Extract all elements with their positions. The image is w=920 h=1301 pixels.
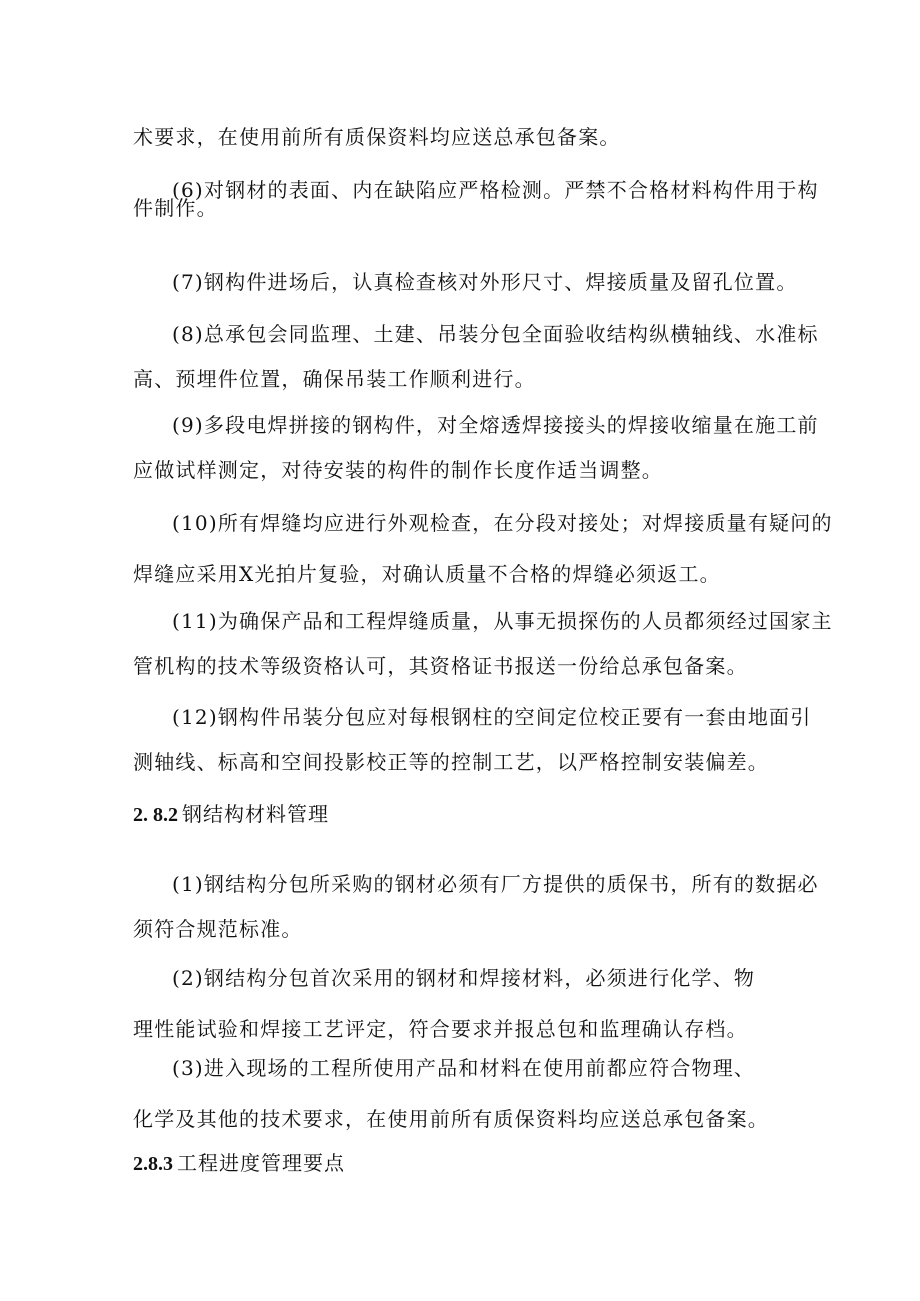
- paragraph-line: (2)钢结构分包首次采用的钢材和焊接材料，必须进行化学、物: [172, 966, 756, 990]
- section-title: 工程进度管理要点: [177, 1151, 345, 1175]
- section-number: 2.8.3: [133, 1153, 173, 1175]
- paragraph-line: (7)钢构件进场后，认真检查核对外形尺寸、焊接质量及留孔位置。: [172, 270, 798, 294]
- paragraph-line: (1)钢结构分包所采购的钢材必须有厂方提供的质保书，所有的数据必: [172, 872, 819, 896]
- paragraph-line: (11)为确保产品和工程焊缝质量，从事无损探伤的人员都须经过国家主: [172, 609, 833, 633]
- paragraph-line: (9)多段电焊拼接的钢构件，对全熔透焊接接头的焊接收缩量在施工前: [172, 413, 819, 437]
- paragraph-line: 理性能试验和焊接工艺评定，符合要求并报总包和监理确认存档。: [133, 1017, 748, 1041]
- section-heading: [133, 802, 329, 827]
- section-heading: [133, 1151, 345, 1176]
- paragraph-line: 化学及其他的技术要求，在使用前所有质保资料均应送总承包备案。: [133, 1107, 769, 1131]
- paragraph-line: (8)总承包会同监理、土建、吊装分包全面验收结构纵横轴线、水准标: [172, 322, 819, 346]
- paragraph-line: 应做试样测定，对待安装的构件的制作长度作适当调整。: [133, 458, 663, 482]
- paragraph-line: 高、预埋件位置，确保吊装工作顺利进行。: [133, 367, 536, 391]
- paragraph-line: 术要求，在使用前所有质保资料均应送总承包备案。: [133, 125, 621, 149]
- paragraph-line: 测轴线、标高和空间投影校正等的控制工艺，以严格控制安装偏差。: [133, 750, 769, 774]
- paragraph-line: (6)对钢材的表面、内在缺陷应严格检测。严禁不合格材料构件用于构: [172, 178, 819, 202]
- paragraph-line: 件制作。: [133, 196, 218, 220]
- paragraph-line: (10)所有焊缝均应进行外观检查，在分段对接处；对焊接质量有疑问的: [172, 511, 833, 535]
- section-number: 2. 8.2: [133, 804, 178, 826]
- paragraph-line: 须符合规范标准。: [133, 917, 303, 941]
- paragraph-line: (12)钢构件吊装分包应对每根钢柱的空间定位校正要有一套由地面引: [172, 705, 812, 729]
- paragraph-line: (3)进入现场的工程所使用产品和材料在使用前都应符合物理、: [172, 1056, 756, 1080]
- paragraph-line: 管机构的技术等级资格认可，其资格证书报送一份给总承包备案。: [133, 654, 748, 678]
- paragraph-line: 焊缝应采用X光拍片复验，对确认质量不合格的焊缝必须返工。: [133, 562, 721, 586]
- section-title: 钢结构材料管理: [182, 802, 329, 826]
